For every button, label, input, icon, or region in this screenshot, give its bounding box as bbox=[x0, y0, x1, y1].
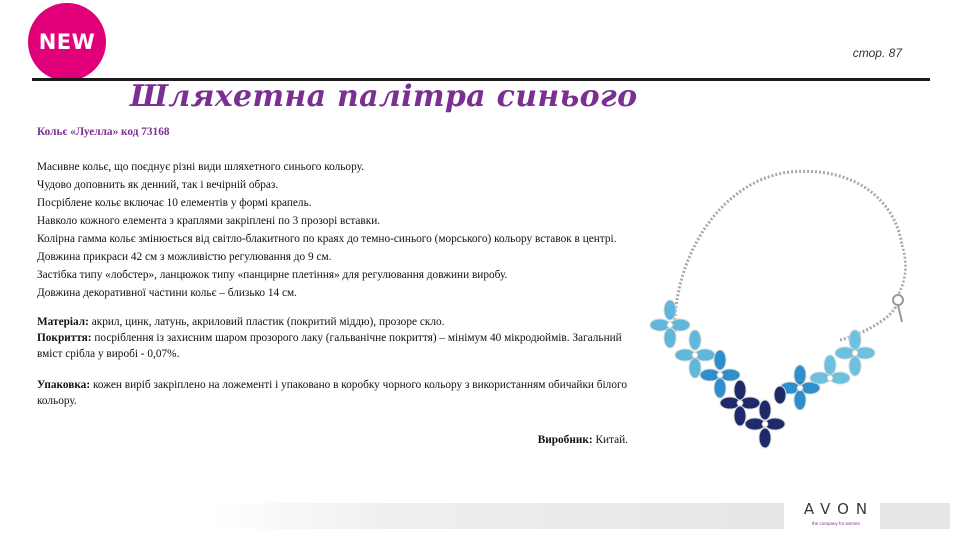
material-text: акрил, цинк, латунь, акриловий пластик (покритий міддю), прозоре скло. bbox=[91, 316, 445, 328]
maker-label: Виробник: bbox=[537, 434, 593, 446]
product-content bbox=[37, 123, 637, 449]
maker-text: Китай. bbox=[595, 434, 628, 446]
description-line: Масивне кольє, що поєднує різні види шляхетного синього кольору. bbox=[37, 161, 364, 173]
material-row bbox=[37, 314, 637, 330]
avon-logo bbox=[794, 500, 878, 534]
material-label: Матеріал: bbox=[37, 316, 89, 328]
description-line: Довжина прикраси 42 см з можливістю регулювання до 9 см. bbox=[37, 251, 332, 263]
footer-bar bbox=[212, 503, 784, 529]
product-description bbox=[37, 158, 637, 302]
page-title: Шляхетна палітра синього bbox=[130, 79, 638, 114]
packaging-row bbox=[37, 377, 637, 409]
packaging-block bbox=[37, 377, 637, 409]
product-specs bbox=[37, 314, 637, 362]
description-line: Довжина декоративної частини кольє – близько 14 см. bbox=[37, 287, 297, 299]
description-line: Колірна гамма кольє змінюється від світло-блакитного по краях до темно-синього (морського) кольору вставок в центрі. bbox=[37, 233, 617, 245]
necklace-image bbox=[640, 150, 940, 470]
coating-text: посріблення із захисним шаром прозорого лаку (гальванічне покриття) – мінімум 40 мікродюймів. Загальний вміст срібла у виробі - 0,07%. bbox=[37, 332, 622, 360]
coating-row bbox=[37, 330, 637, 362]
brand-tagline: the company for women bbox=[811, 521, 861, 526]
new-badge bbox=[29, 4, 105, 80]
packaging-label: Упаковка: bbox=[37, 379, 91, 391]
description-line: Чудово доповнить як денний, так і вечірній образ. bbox=[37, 179, 279, 191]
description-line: Застібка типу «лобстер», ланцюжок типу «панцирне плетіння» для регулювання довжини виробу. bbox=[37, 269, 508, 281]
maker-row bbox=[37, 431, 637, 449]
packaging-text: кожен виріб закріплено на ложементі і упаковано в коробку чорного кольору з використанням обичайки білого кольору. bbox=[37, 379, 627, 407]
page-number: стор. 87 bbox=[852, 46, 902, 60]
brand-name: AVON bbox=[803, 500, 875, 518]
description-line: Посріблене кольє включає 10 елементів у формі крапель. bbox=[37, 197, 312, 209]
footer-bar-right bbox=[880, 503, 950, 529]
description-line: Навколо кожного елемента з краплями закріплені по 3 прозорі вставки. bbox=[37, 215, 381, 227]
coating-label: Покриття: bbox=[37, 332, 92, 344]
new-badge-label: NEW bbox=[38, 30, 96, 54]
product-heading: Кольє «Луелла» код 73168 bbox=[37, 126, 170, 138]
